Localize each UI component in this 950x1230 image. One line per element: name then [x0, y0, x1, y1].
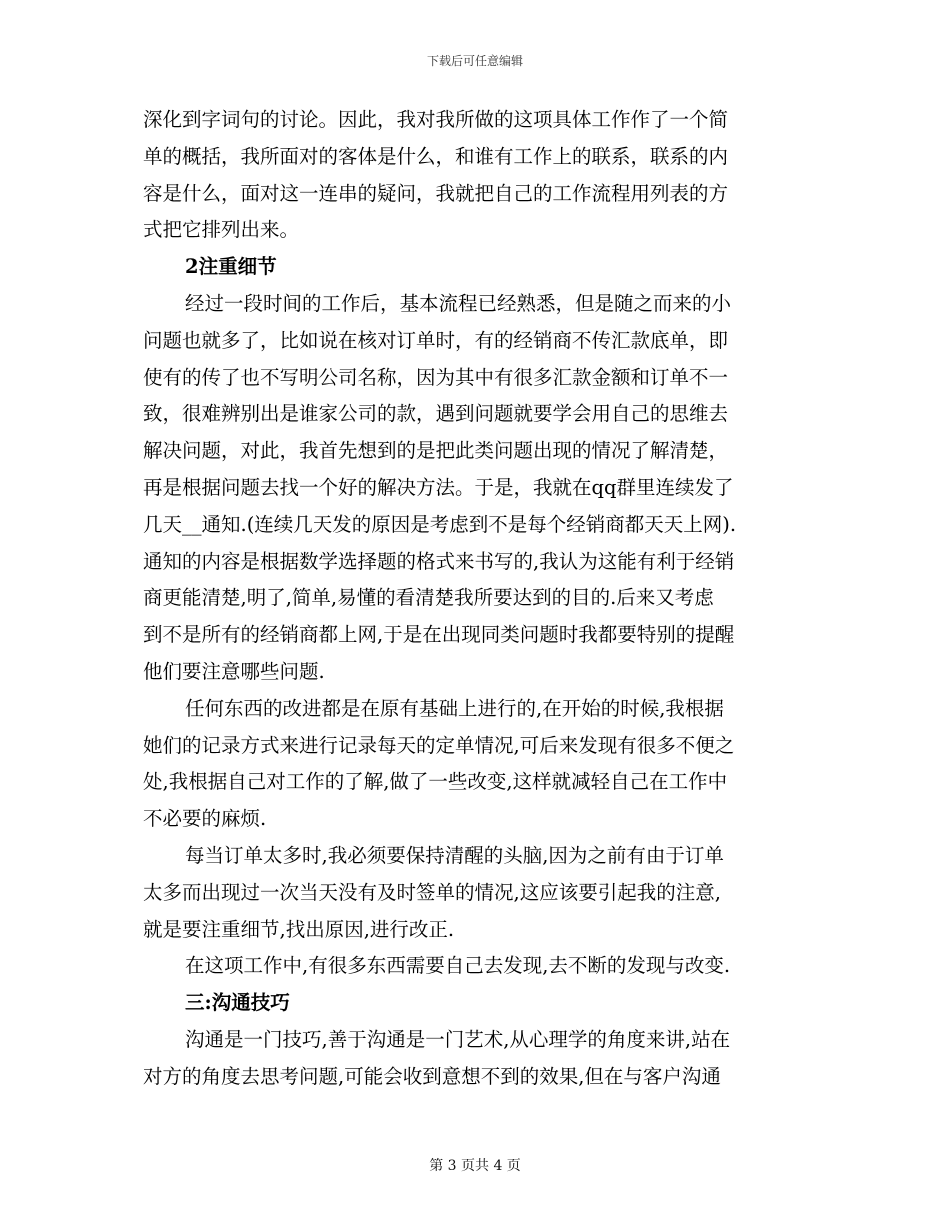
text-line: 使有的传了也不写明公司名称，因为其中有很多汇款金额和订单不一: [143, 365, 729, 389]
text-line: 沟通是一门技巧,善于沟通是一门艺术,从心理学的角度来讲,站在: [185, 1027, 731, 1051]
section-heading: 2注重细节: [185, 255, 277, 279]
text-line: 到不是所有的经销商都上网,于是在出现同类问题时我都要特别的提醒: [143, 623, 735, 647]
text-line: 太多而出现过一次当天没有及时签单的情况,这应该要引起我的注意,: [143, 880, 721, 904]
text-line: 几天__通知.(连续几天发的原因是考虑到不是每个经销商都天天上网).: [143, 512, 737, 536]
text-line: 任何东西的改进都是在原有基础上进行的,在开始的时候,我根据: [185, 696, 724, 720]
text-line: 不必要的麻烦.: [143, 807, 267, 831]
text-line: 商更能清楚,明了,简单,易懂的看清楚我所要达到的目的.后来又考虑: [143, 586, 714, 610]
text-line: 每当订单太多时,我必须要保持清醒的头脑,因为之前有由于订单: [185, 843, 724, 867]
text-line: 通知的内容是根据数学选择题的格式来书写的,我认为这能有利于经销: [143, 549, 735, 573]
document-body: [143, 102, 813, 1096]
page-footer: 第 3 页共 4 页: [429, 1158, 521, 1174]
section-heading: 三:沟通技巧: [185, 991, 290, 1015]
text-line: 致，很难辨别出是谁家公司的款，遇到问题就要学会用自己的思维去: [143, 402, 729, 426]
text-line: 对方的角度去思考问题,可能会收到意想不到的效果,但在与客户沟通: [143, 1064, 721, 1088]
page-header: 下载后可任意编辑: [426, 54, 523, 68]
text-line: 深化到字词句的讨论。因此，我对我所做的这项具体工作作了一个简: [143, 108, 729, 131]
text-line: 就是要注重细节,找出原因,进行改正.: [143, 917, 455, 941]
text-line: 解决问题，对此，我首先想到的是把此类问题出现的情况了解清楚，: [143, 439, 729, 463]
text-line: 式把它排列出来。: [143, 218, 300, 242]
text-line: 问题也就多了，比如说在核对订单时，有的经销商不传汇款底单，即: [143, 328, 729, 352]
text-line: 处,我根据自己对工作的了解,做了一些改变,这样就减轻自己在工作中: [143, 770, 728, 794]
text-line: 他们要注意哪些问题.: [143, 659, 325, 683]
text-line: 单的概括，我所面对的客体是什么，和谁有工作上的联系，联系的内: [143, 144, 729, 168]
text-line: 再是根据问题去找一个好的解决方法。于是，我就在qq群里连续发了: [143, 475, 734, 499]
text-line: 在这项工作中,有很多东西需要自己去发现,去不断的发现与改变.: [185, 954, 731, 978]
text-line: 容是什么，面对这一连串的疑问，我就把自己的工作流程用列表的方: [143, 181, 729, 205]
text-line: 经过一段时间的工作后，基本流程已经熟悉，但是随之而来的小: [185, 291, 732, 315]
text-line: 她们的记录方式来进行记录每天的定单情况,可后来发现有很多不便之: [143, 733, 735, 757]
